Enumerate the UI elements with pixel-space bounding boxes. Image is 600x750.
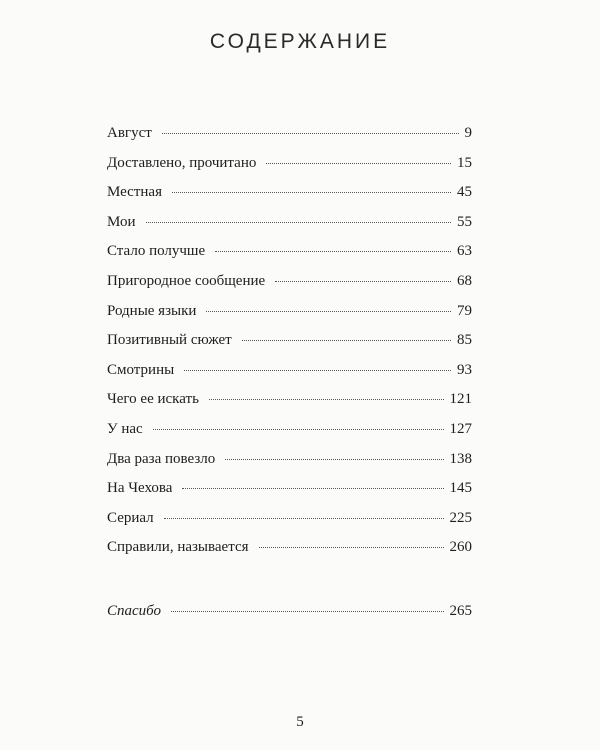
dot-leader: [164, 518, 444, 519]
toc-entry-title: Стало получше: [107, 243, 206, 260]
toc-entry[interactable]: [107, 451, 472, 481]
toc-entry[interactable]: [107, 155, 472, 185]
toc-entry-page: 85: [457, 332, 472, 349]
toc-entry-title: Пригородное сообщение: [107, 272, 266, 289]
dot-leader: [162, 133, 459, 134]
toc-entry-page: 55: [457, 213, 472, 230]
toc-entry-title: Два раза повезло: [107, 450, 216, 467]
toc-entry-page: 9: [464, 125, 472, 141]
toc-entry-page: 121: [449, 391, 472, 408]
toc-entry[interactable]: [107, 510, 472, 540]
toc-entry-title: Местная: [107, 184, 162, 201]
dot-leader: [242, 340, 451, 341]
toc-entry-page: 68: [457, 272, 472, 289]
toc-entry[interactable]: [107, 214, 472, 244]
dot-leader: [184, 370, 451, 371]
toc-entry-page: 15: [457, 154, 472, 171]
dot-leader: [215, 251, 451, 252]
dot-leader: [209, 399, 444, 400]
dot-leader: [259, 547, 444, 548]
table-of-contents: [107, 125, 472, 569]
dot-leader: [182, 488, 443, 489]
toc-entry-page: 93: [457, 361, 472, 378]
toc-entry-page: 145: [449, 480, 472, 497]
toc-entry-title: Позитивный сюжет: [107, 332, 232, 349]
toc-entry-page: 138: [449, 450, 472, 467]
dot-leader: [225, 459, 443, 460]
toc-entry[interactable]: [107, 273, 472, 303]
toc-entry[interactable]: [107, 303, 472, 333]
toc-entry[interactable]: [107, 243, 472, 273]
dot-leader: [171, 611, 443, 612]
dot-leader: [206, 311, 451, 312]
dot-leader: [266, 163, 451, 164]
toc-entry[interactable]: [107, 125, 472, 155]
toc-entry-title: На Чехова: [107, 480, 173, 497]
toc-entry[interactable]: [107, 332, 472, 362]
page-title: СОДЕРЖАНИЕ: [209, 30, 391, 53]
toc-entry-page: 45: [457, 184, 472, 201]
toc-entry[interactable]: [107, 480, 472, 510]
toc-entry-title: Мои: [107, 213, 136, 230]
toc-entry-title: Спасибо: [107, 603, 162, 619]
toc-entry-title: У нас: [107, 420, 143, 437]
toc-entry-page: 79: [457, 302, 472, 319]
toc-entry-page: 260: [449, 539, 472, 556]
toc-entry-title: Чего ее искать: [107, 391, 199, 408]
toc-entry[interactable]: [107, 539, 472, 569]
toc-entry-title: Сериал: [107, 509, 154, 526]
dot-leader: [275, 281, 451, 282]
toc-entry-title: Родные языки: [107, 302, 197, 319]
toc-entry[interactable]: [107, 184, 472, 214]
toc-entry-page: 265: [449, 603, 472, 619]
toc-entry-title: Доставлено, прочитано: [107, 154, 257, 171]
toc-entry-page: 225: [449, 509, 472, 526]
toc-entry-title: Август: [107, 125, 152, 141]
toc-backmatter: [107, 603, 472, 633]
toc-entry-page: 63: [457, 243, 472, 260]
dot-leader: [153, 429, 444, 430]
toc-entry[interactable]: [107, 362, 472, 392]
toc-entry[interactable]: [107, 421, 472, 451]
toc-entry[interactable]: [107, 391, 472, 421]
toc-entry-page: 127: [449, 420, 472, 437]
page-number: 5: [296, 714, 304, 730]
dot-leader: [172, 192, 451, 193]
toc-entry-title: Смотрины: [107, 361, 175, 378]
dot-leader: [146, 222, 452, 223]
toc-entry-title: Справили, называется: [107, 539, 249, 556]
toc-entry-acknowledgements[interactable]: [107, 603, 472, 633]
